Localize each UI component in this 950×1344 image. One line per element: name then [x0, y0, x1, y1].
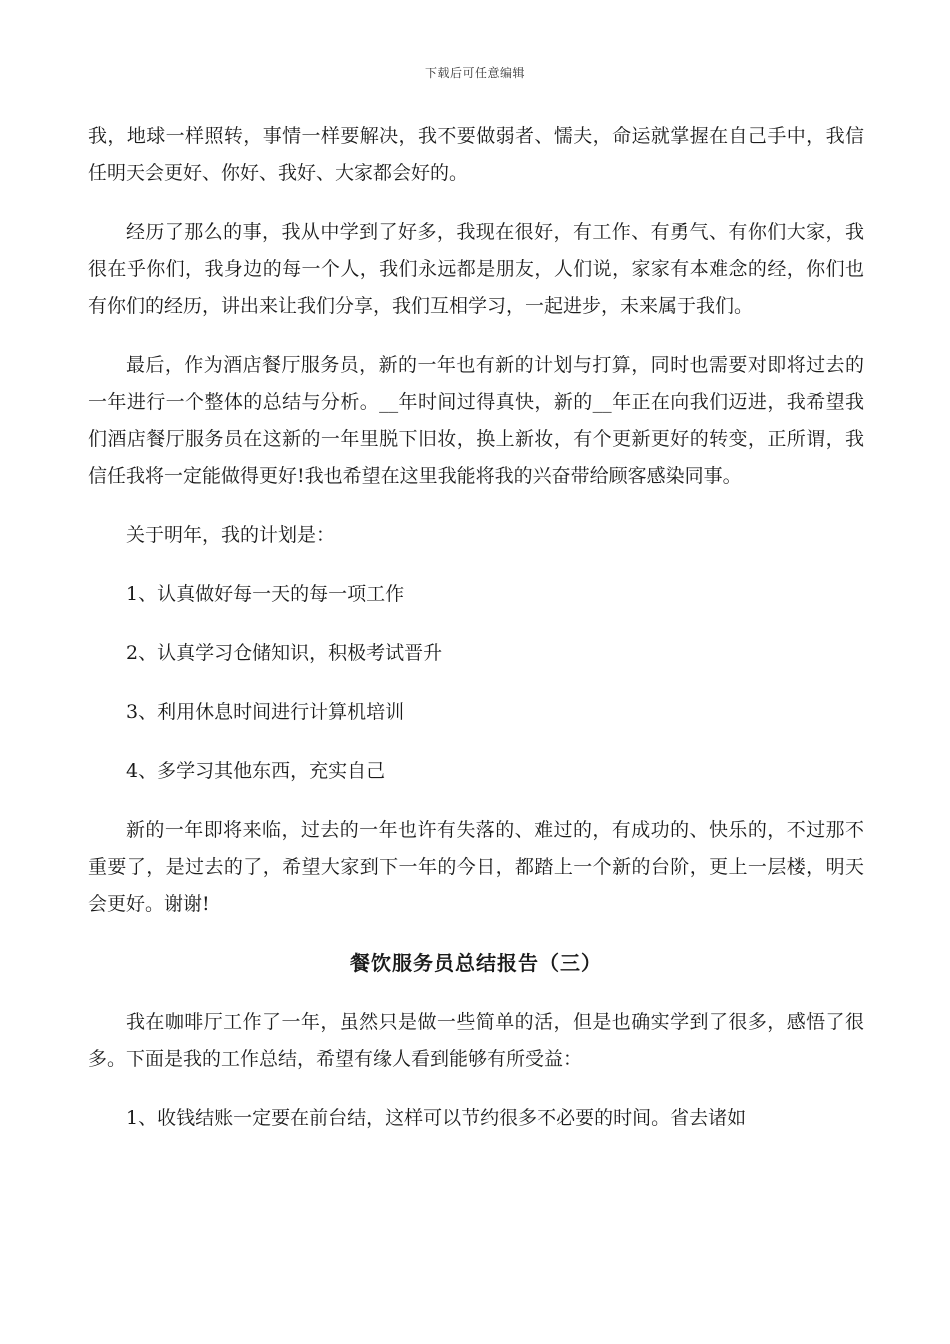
section-title: 餐饮服务员总结报告（三） — [350, 951, 602, 975]
paragraph-plans-intro: 最后，作为酒店餐厅服务员，新的一年也有新的计划与打算，同时也需要对即将过去的一年进行一个整体的总结与分析。__年时间过得真快，新的__年正在向我们迈进，我希望我们酒店餐厅服务员在这新的一年里脱下旧妆，换上新妆，有个更新更好的转变，正所谓，我信任我将一定能做得更好!我也希望在这里我能将我的兴奋带给顾客感染同事。 — [88, 354, 864, 487]
paragraph-next-year: 关于明年，我的计划是： — [126, 524, 336, 546]
paragraph-closing: 新的一年即将来临，过去的一年也许有失落的、难过的，有成功的、快乐的，不过那不重要了，是过去的了，希望大家到下一年的今日，都踏上一个新的台阶，更上一层楼，明天会更好。谢谢! — [88, 819, 864, 915]
plan-list-item: 2、认真学习仓储知识，积极考试晋升 — [126, 642, 443, 664]
paragraph-experience: 经历了那么的事，我从中学到了好多，我现在很好，有工作、有勇气、有你们大家，我很在乎你们，我身边的每一个人，我们永远都是朋友，人们说，家家有本难念的经，你们也有你们的经历，讲出来让我们分享，我们互相学习，一起进步，未来属于我们。 — [88, 221, 864, 317]
page-header: 下载后可任意编辑 — [424, 66, 525, 80]
document-body — [88, 118, 864, 1159]
plan-list-item: 3、利用休息时间进行计算机培训 — [126, 701, 405, 723]
plan-list-item: 1、认真做好每一天的每一项工作 — [126, 583, 405, 605]
plan-list-item: 4、多学习其他东西，充实自己 — [126, 760, 386, 782]
paragraph-section-item: 1、收钱结账一定要在前台结，这样可以节约很多不必要的时间。省去诸如 — [126, 1107, 747, 1129]
paragraph-continued: 我，地球一样照转，事情一样要解决，我不要做弱者、懦夫，命运就掌握在自己手中，我信任明天会更好、你好、我好、大家都会好的。 — [88, 125, 864, 184]
paragraph-section-intro: 我在咖啡厅工作了一年，虽然只是做一些简单的活，但是也确实学到了很多，感悟了很多。下面是我的工作总结，希望有缘人看到能够有所受益： — [88, 1011, 864, 1070]
